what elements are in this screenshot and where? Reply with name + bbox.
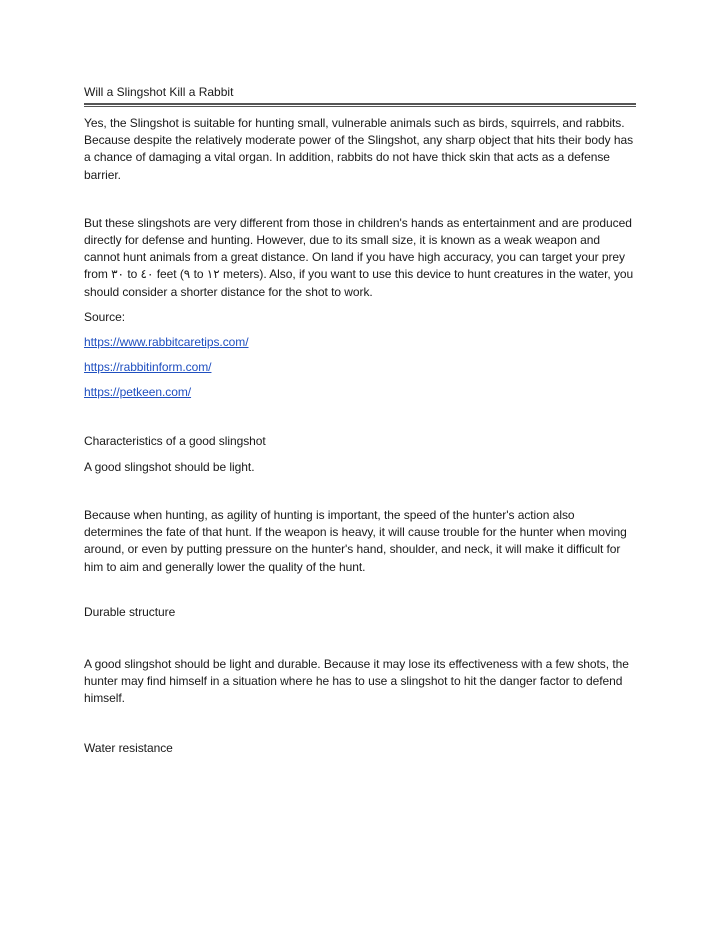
paragraph-intro: Yes, the Slingshot is suitable for hunting small, vulnerable animals such as birds, squirrels, and rabbits. Because despite the relatively moderate power of the Slingshot, any sharp object that hits their body has a chance of damaging a vital organ. In addition, rabbits do not have thick skin that acts as a defense barrier.: [84, 116, 634, 182]
source-link-rabbitcaretips[interactable]: https://www.rabbitcaretips.com/: [84, 335, 249, 350]
paragraph-agility: Because when hunting, as agility of hunting is important, the speed of the hunter's action also determines the fate of that hunt. If the weapon is heavy, it will cause trouble for the hunter when moving around, or even by putting pressure on the hunter's hand, shoulder, and neck, it will make it difficult for him to aim and generally lower the quality of the hunt.: [84, 508, 627, 574]
paragraph-light: A good slingshot should be light.: [84, 459, 255, 474]
document-body: [84, 84, 636, 757]
paragraph-durable: A good slingshot should be light and durable. Because it may lose its effectiveness with a few shots, the hunter may find himself in a situation where he has to use a slingshot to hit the danger factor to defend himself.: [84, 657, 629, 706]
section-heading-characteristics: Characteristics of a good slingshot: [84, 433, 266, 448]
source-link-petkeen[interactable]: https://petkeen.com/: [84, 385, 192, 400]
section-heading-durable: Durable structure: [84, 604, 176, 619]
document-title: Will a Slingshot Kill a Rabbit: [84, 85, 234, 99]
title-divider: [84, 103, 636, 107]
section-heading-water-resistance: Water resistance: [84, 740, 173, 755]
source-label: Source:: [84, 309, 126, 324]
paragraph-slingshot-range: But these slingshots are very different from those in children's hands as entertainment and are produced directly for defense and hunting. However, due to its small size, it is known as a weak weapon and cannot hunt animals from a great distance. On land if you have high accuracy, you can target your prey from ٣٠ to ٤٠ feet (٩ to ١٢ meters). Also, if you want to use this device to hunt creatures in the water, you should consider a shorter distance for the shot to work.: [84, 215, 634, 299]
source-link-rabbitinform[interactable]: https://rabbitinform.com/: [84, 360, 212, 375]
